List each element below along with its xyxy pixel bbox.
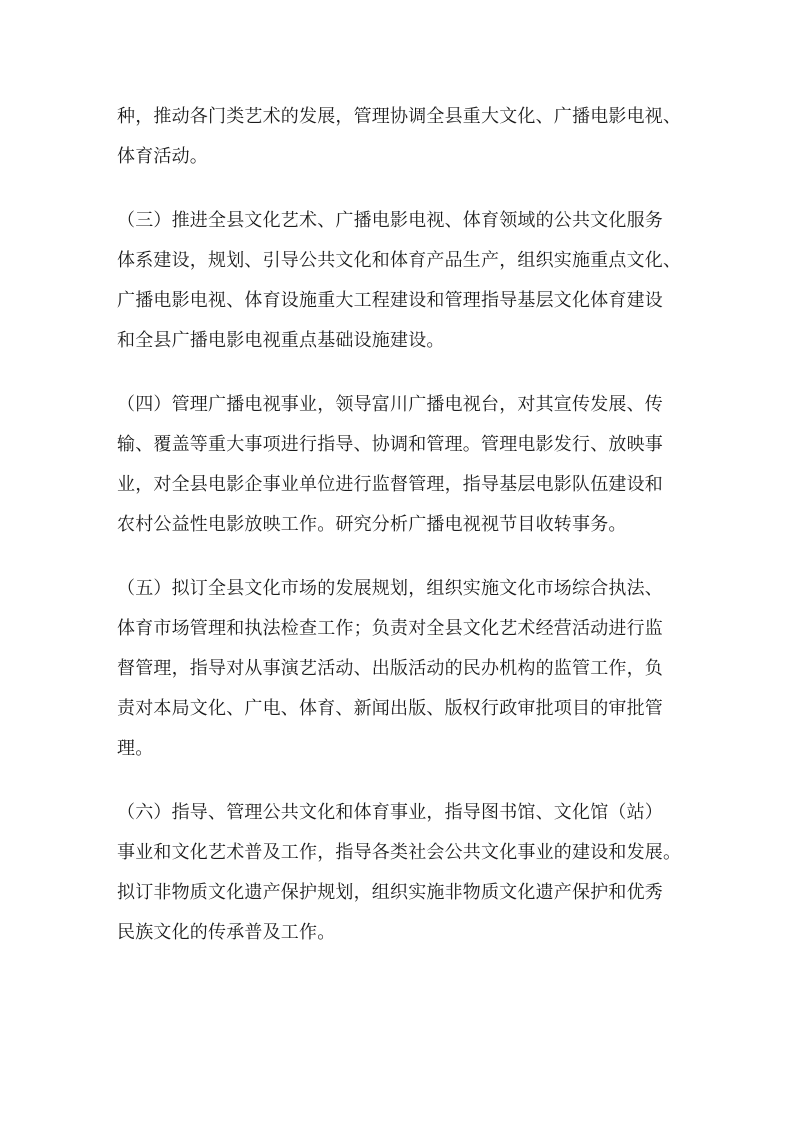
text-line: 责对本局文化、广电、体育、新闻出版、版权行政审批项目的审批管 [117, 698, 663, 719]
paragraph-3 [117, 201, 692, 361]
text-line: 拟订非物质文化遗产保护规划，组织实施非物质文化遗产保护和优秀 [117, 882, 663, 903]
text-line: 事业和文化艺术普及工作，指导各类社会公共文化事业的建设和发展。 [117, 842, 682, 863]
paragraph-6 [117, 793, 692, 953]
text-line: 理。 [117, 738, 154, 759]
paragraph-spacer [117, 361, 692, 385]
text-line: 督管理，指导对从事演艺活动、出版活动的民办机构的监管工作，负 [117, 658, 663, 679]
paragraph-5 [117, 569, 692, 769]
text-line: （三）推进全县文化艺术、广播电影电视、体育领域的公共文化服务 [117, 210, 663, 231]
paragraph-spacer [117, 769, 692, 793]
text-line: 体系建设，规划、引导公共文化和体育产品生产，组织实施重点文化、 [117, 250, 682, 271]
text-line: 体育市场管理和执法检查工作；负责对全县文化艺术经营活动进行监 [117, 618, 663, 639]
paragraph-spacer [117, 177, 692, 201]
document-body [117, 97, 692, 953]
paragraph-4 [117, 385, 692, 545]
text-line: （五）拟订全县文化市场的发展规划，组织实施文化市场综合执法、 [117, 578, 663, 599]
text-line: 种，推动各门类艺术的发展，管理协调全县重大文化、广播电影电视、 [117, 106, 682, 127]
text-line: 农村公益性电影放映工作。研究分析广播电视视节目收转事务。 [117, 514, 627, 535]
paragraph-spacer [117, 545, 692, 569]
text-line: 广播电影电视、体育设施重大工程建设和管理指导基层文化体育建设 [117, 290, 663, 311]
text-line: 输、覆盖等重大事项进行指导、协调和管理。管理电影发行、放映事 [117, 434, 663, 455]
text-line: 业，对全县电影企事业单位进行监督管理，指导基层电影队伍建设和 [117, 474, 663, 495]
text-line: 民族文化的传承普及工作。 [117, 922, 336, 943]
paragraph [117, 97, 692, 177]
text-line: （六）指导、管理公共文化和体育事业，指导图书馆、文化馆（站） [117, 802, 663, 823]
text-line: 和全县广播电影电视重点基础设施建设。 [117, 330, 445, 351]
text-line: 体育活动。 [117, 146, 208, 167]
text-line: （四）管理广播电视事业，领导富川广播电视台，对其宣传发展、传 [117, 394, 663, 415]
